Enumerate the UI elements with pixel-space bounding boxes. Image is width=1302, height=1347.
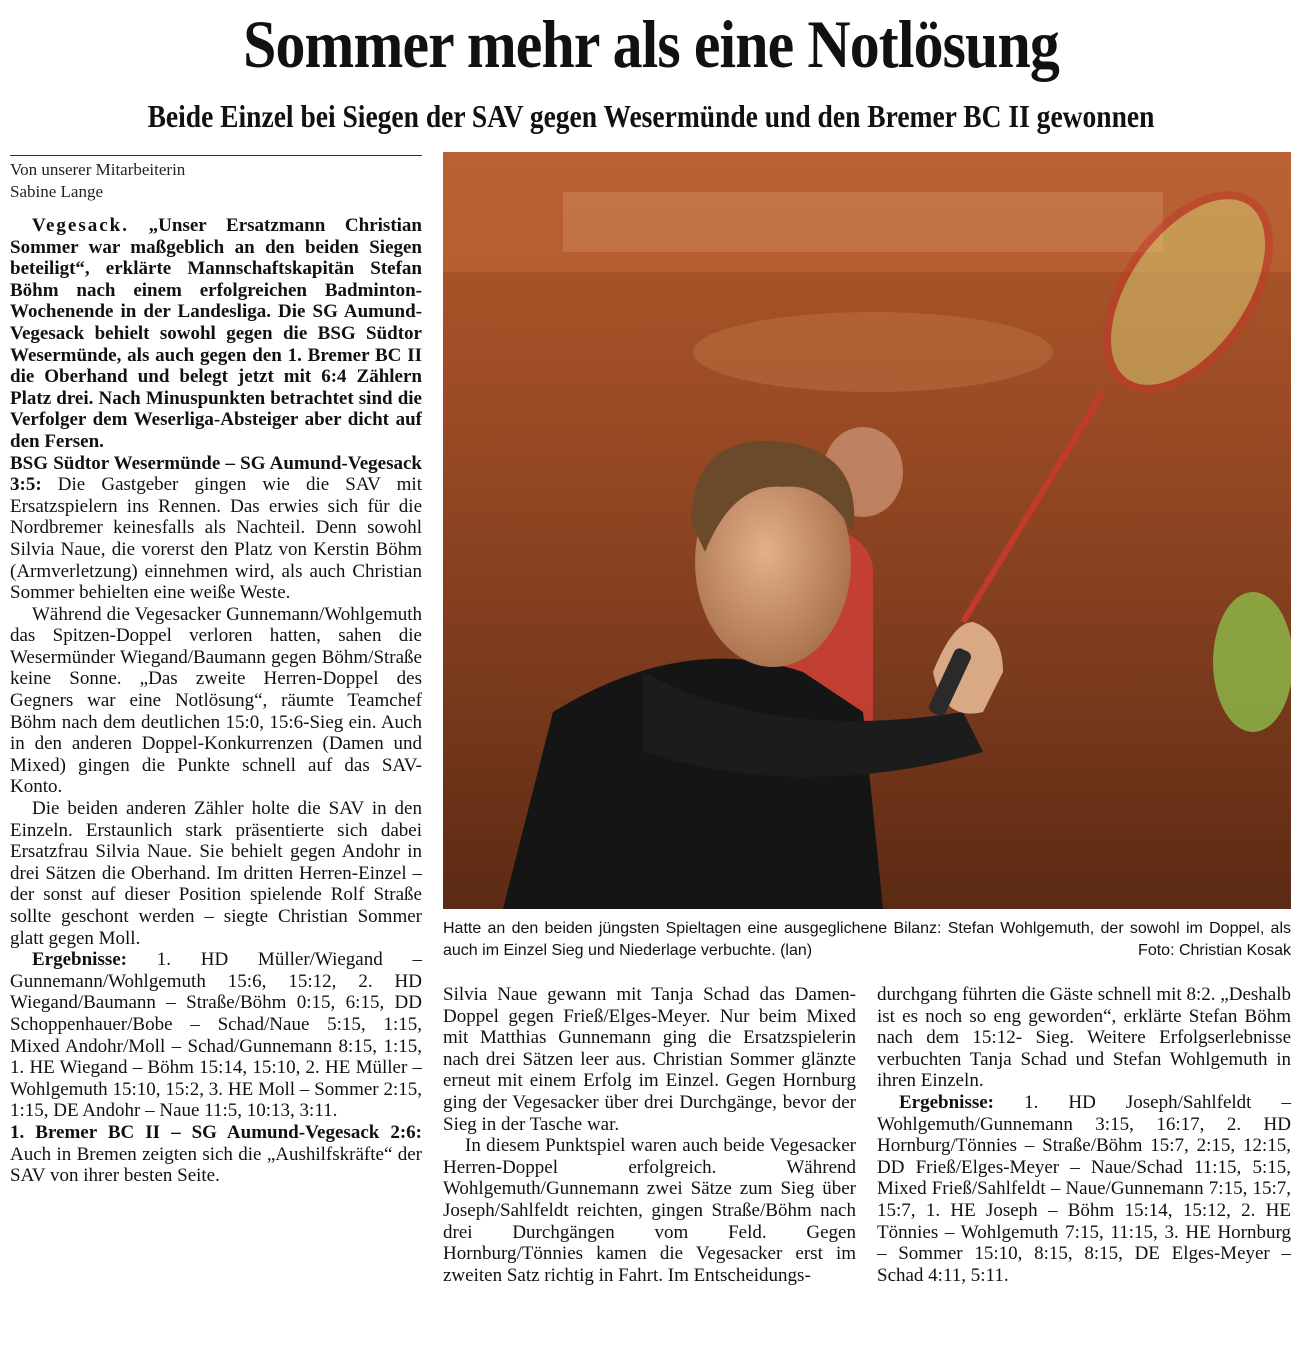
- match1-paragraph-3: Die beiden anderen Zähler holte die SAV in den Einzeln. Erstaunlich stark präsentierte sich dabei Ersatzfrau Silvia Naue. Sie behielt gegen Andohr in drei Sätzen die Oberhand. Im dritten Herren-Einzel – der sonst auf dieser Position spielende Rolf Straße sollte geschont werden – siegte Christian Sommer glatt gegen Moll.: [10, 798, 422, 949]
- badminton-photo: [443, 152, 1291, 909]
- results2-text: 1. HD Joseph/Sahlfeldt – Wohlgemuth/Gunnemann 3:15, 16:17, 2. HD Hornburg/Tönnies – Straße/Böhm 15:7, 2:15, 12:15, DD Frieß/Elges-Meyer – Naue/Schad 11:15, 5:15, Mixed Frieß/Sahlfeldt – Naue/Gunnemann 7:15, 15:7, 15:7, 1. HE Joseph – Böhm 15:14, 15:12, 2. HE Tönnies – Wohlgemuth 7:15, 11:15, 3. HE Hornburg – Sommer 15:10, 8:15, 8:15, DE Elges-Meyer – Schad 4:11, 5:11.: [877, 1091, 1292, 1286]
- match2-paragraph-2-continued: durchgang führten die Gäste schnell mit 8:2. „Deshalb ist es noch so eng geworden“, erklärte Stefan Böhm nach dem 15:12- Sieg. Weitere Erfolgserlebnisse verbuchten Tanja Schad und Stefan Wohlgemuth in ihren Einzeln.: [877, 984, 1291, 1092]
- byline-rule: [10, 155, 422, 156]
- match2-paragraph-2: In diesem Punktspiel waren auch beide Vegesacker Herren-Doppel erfolgreich. Während Wohlgemuth/Gunnemann zwei Sätze zum Sieg über Joseph/Sahlfeldt reichten, gingen Straße/Böhm nach drei Durchgängen vom Feld. Gegen Hornburg/Tönnies kamen die Vegesacker erst im zweiten Satz richtig in Fahrt. Im Entscheidungs-: [443, 1135, 856, 1286]
- subheadline: Beide Einzel bei Siegen der SAV gegen Wesermünde und den Bremer BC II gewonnen: [147, 98, 1155, 134]
- photo-caption: [443, 918, 1291, 962]
- results1-label: Ergebnisse:: [32, 949, 127, 971]
- match1-paragraph: [10, 453, 422, 604]
- dateline: Vegesack.: [32, 215, 129, 236]
- intro-text: „Unser Ersatzmann Christian Sommer war maßgeblich an den beiden Siegen beteiligt“, erklärte Mannschaftskapitän Stefan Böhm nach einem erfolgreichen Badminton-Wochenende in der Landesliga. Die SG Aumund-Vegesack behielt sowohl gegen die BSG Südtor Wesermünde, als auch gegen den 1. Bremer BC II die Oberhand und belegt jetzt mit 6:4 Zählern Platz drei. Nach Minuspunkten betrachtet sind die Verfolger dem Weserliga-Absteiger aber dicht auf den Fersen.: [10, 215, 422, 452]
- match1-text: Die Gastgeber gingen wie die SAV mit Ersatzspielern ins Rennen. Das erwies sich für die Nordbremer keinesfalls als Nachteil. Denn sowohl Silvia Naue, die vorerst den Platz von Kerstin Böhm (Armverletzung) einnehmen wird, als auch Christian Sommer behielten eine weiße Weste.: [10, 474, 422, 604]
- photo-credit: Foto: Christian Kosak: [1138, 942, 1291, 959]
- article-column-3: [877, 984, 1291, 1286]
- headline: Sommer mehr als eine Notlösung: [243, 6, 1059, 82]
- byline-line-1: Von unserer Mitarbeiterin: [10, 160, 186, 179]
- article-column-2: [443, 984, 856, 1286]
- badminton-player-illustration: [443, 152, 1291, 909]
- byline: [10, 159, 422, 203]
- match1-heading: BSG Südtor Wesermünde – SG Aumund-Vegesack 3:5:: [10, 452, 422, 496]
- results1-text: 1. HD Müller/Wiegand – Gunnemann/Wohlgemuth 15:6, 15:12, 2. HD Wiegand/Baumann – Straße/Böhm 0:15, 6:15, DD Schoppenhauer/Bobe – Schad/Naue 5:15, 1:15, Mixed Andohr/Moll – Schad/Gunnemann 8:15, 1:15, 1. HE Wiegand – Böhm 15:14, 15:10, 2. HE Müller – Wohlgemuth 15:10, 15:2, 3. HE Moll – Sommer 2:15, 1:15, DE Andohr – Naue 11:5, 10:13, 3:11.: [10, 949, 422, 1122]
- match2-paragraph: [10, 1122, 422, 1187]
- match2-continued: Silvia Naue gewann mit Tanja Schad das Damen-Doppel gegen Frieß/Elges-Meyer. Nur beim Mixed mit Matthias Gunnemann ging die Ersatzspielerin nach drei Sätzen leer aus. Christian Sommer glänzte erneut mit einem Erfolg im Einzel. Gegen Hornburg ging der Vegesacker über drei Durchgänge, bevor der Sieg in der Tasche war.: [443, 984, 856, 1135]
- article-column-1: [10, 215, 422, 1187]
- intro-paragraph: [10, 215, 422, 453]
- byline-author: Sabine Lange: [10, 182, 103, 201]
- match2-text: Auch in Bremen zeigten sich die „Aushilfskräfte“ der SAV von ihrer besten Seite.: [10, 1143, 422, 1187]
- caption-text: Hatte an den beiden jüngsten Spieltagen eine ausgeglichene Bilanz: Stefan Wohlgemuth, der sowohl im Doppel, als auch im Einzel Sieg und Niederlage verbuchte. (lan): [443, 920, 1291, 959]
- match1-paragraph-2: Während die Vegesacker Gunnemann/Wohlgemuth das Spitzen-Doppel verloren hatten, sahen die Wesermünder Wiegand/Baumann gegen Böhm/Straße keine Sonne. „Das zweite Herren-Doppel des Gegners war eine Notlösung“, räumte Teamchef Böhm nach dem deutlichen 15:0, 15:6-Sieg ein. Auch in den anderen Doppel-Konkurrenzen (Damen und Mixed) gingen die Punkte schnell auf das SAV-Konto.: [10, 603, 422, 798]
- match2-heading: 1. Bremer BC II – SG Aumund-Vegesack 2:6:: [10, 1121, 422, 1143]
- results2-label: Ergebnisse:: [899, 1091, 994, 1113]
- results1-paragraph: [10, 949, 422, 1122]
- results2-paragraph: [877, 1092, 1291, 1286]
